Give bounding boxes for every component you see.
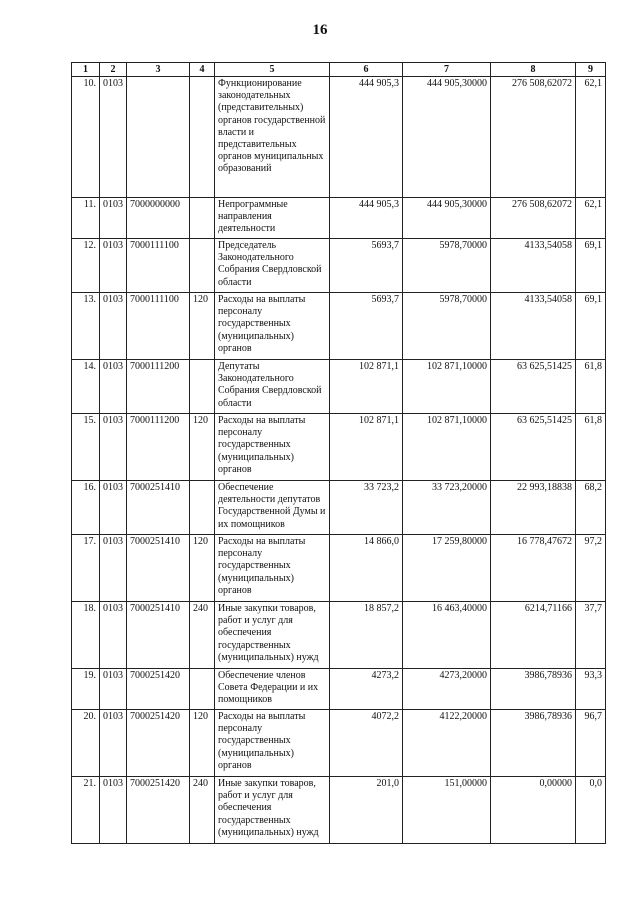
executed-amount: 0,00000 (491, 777, 576, 844)
execution-percent: 68,2 (576, 481, 606, 535)
header-cell: 2 (100, 63, 127, 77)
execution-percent: 69,1 (576, 293, 606, 360)
expense-type (190, 481, 215, 535)
expense-type (190, 198, 215, 239)
budget-table (71, 62, 606, 844)
plan-amount: 14 866,0 (330, 535, 403, 602)
executed-amount: 3986,78936 (491, 669, 576, 710)
executed-amount: 63 625,51425 (491, 414, 576, 481)
plan-amount: 102 871,1 (330, 360, 403, 414)
expense-type: 120 (190, 414, 215, 481)
revised-amount: 5978,70000 (403, 293, 491, 360)
target-code (127, 77, 190, 198)
table-row (72, 239, 606, 293)
execution-percent: 96,7 (576, 710, 606, 777)
item-name: Иные закупки товаров, работ и услуг для обеспечения государственных (муниципальных) нужд (215, 777, 330, 844)
expense-type: 240 (190, 602, 215, 669)
revised-amount: 102 871,10000 (403, 414, 491, 481)
row-number: 17. (72, 535, 100, 602)
revised-amount: 151,00000 (403, 777, 491, 844)
header-cell: 1 (72, 63, 100, 77)
expense-type: 120 (190, 293, 215, 360)
table-row (72, 669, 606, 710)
revised-amount: 4122,20000 (403, 710, 491, 777)
target-code: 7000251410 (127, 481, 190, 535)
revised-amount: 102 871,10000 (403, 360, 491, 414)
plan-amount: 102 871,1 (330, 414, 403, 481)
row-number: 16. (72, 481, 100, 535)
target-code: 7000251410 (127, 535, 190, 602)
execution-percent: 61,8 (576, 360, 606, 414)
expense-type (190, 77, 215, 198)
execution-percent: 0,0 (576, 777, 606, 844)
item-name: Расходы на выплаты персоналу государственных (муниципальных) органов (215, 535, 330, 602)
plan-amount: 4072,2 (330, 710, 403, 777)
expense-type: 120 (190, 535, 215, 602)
row-number: 12. (72, 239, 100, 293)
executed-amount: 276 508,62072 (491, 77, 576, 198)
target-code: 7000111100 (127, 293, 190, 360)
section-code: 0103 (100, 535, 127, 602)
target-code: 7000000000 (127, 198, 190, 239)
header-cell: 6 (330, 63, 403, 77)
execution-percent: 93,3 (576, 669, 606, 710)
header-cell: 7 (403, 63, 491, 77)
plan-amount: 201,0 (330, 777, 403, 844)
header-cell: 3 (127, 63, 190, 77)
section-code: 0103 (100, 198, 127, 239)
header-cell: 8 (491, 63, 576, 77)
header-cell: 5 (215, 63, 330, 77)
revised-amount: 17 259,80000 (403, 535, 491, 602)
item-name: Обеспечение деятельности депутатов Государственной Думы и их помощников (215, 481, 330, 535)
plan-amount: 18 857,2 (330, 602, 403, 669)
revised-amount: 5978,70000 (403, 239, 491, 293)
header-cell: 9 (576, 63, 606, 77)
execution-percent: 62,1 (576, 198, 606, 239)
execution-percent: 61,8 (576, 414, 606, 481)
table-row (72, 710, 606, 777)
section-code: 0103 (100, 293, 127, 360)
expense-type (190, 360, 215, 414)
executed-amount: 276 508,62072 (491, 198, 576, 239)
plan-amount: 444 905,3 (330, 198, 403, 239)
revised-amount: 33 723,20000 (403, 481, 491, 535)
target-code: 7000251410 (127, 602, 190, 669)
item-name: Расходы на выплаты персоналу государственных (муниципальных) органов (215, 710, 330, 777)
plan-amount: 444 905,3 (330, 77, 403, 198)
row-number: 20. (72, 710, 100, 777)
header-cell: 4 (190, 63, 215, 77)
row-number: 19. (72, 669, 100, 710)
table-row (72, 602, 606, 669)
section-code: 0103 (100, 669, 127, 710)
item-name: Депутаты Законодательного Собрания Свердловской области (215, 360, 330, 414)
expense-type: 120 (190, 710, 215, 777)
revised-amount: 444 905,30000 (403, 198, 491, 239)
section-code: 0103 (100, 777, 127, 844)
item-name: Функционирование законодательных (представительных) органов государственной власти и представительных органов муниципальных образований (215, 77, 330, 198)
plan-amount: 4273,2 (330, 669, 403, 710)
plan-amount: 5693,7 (330, 239, 403, 293)
item-name: Председатель Законодательного Собрания Свердловской области (215, 239, 330, 293)
item-name: Расходы на выплаты персоналу государственных (муниципальных) органов (215, 414, 330, 481)
expense-type: 240 (190, 777, 215, 844)
page-number: 16 (312, 22, 328, 38)
target-code: 7000251420 (127, 669, 190, 710)
executed-amount: 4133,54058 (491, 293, 576, 360)
executed-amount: 63 625,51425 (491, 360, 576, 414)
target-code: 7000251420 (127, 777, 190, 844)
table-row (72, 535, 606, 602)
row-number: 10. (72, 77, 100, 198)
section-code: 0103 (100, 602, 127, 669)
section-code: 0103 (100, 77, 127, 198)
executed-amount: 3986,78936 (491, 710, 576, 777)
revised-amount: 444 905,30000 (403, 77, 491, 198)
target-code: 7000111100 (127, 239, 190, 293)
table-header-row (72, 63, 606, 77)
row-number: 14. (72, 360, 100, 414)
plan-amount: 33 723,2 (330, 481, 403, 535)
executed-amount: 6214,71166 (491, 602, 576, 669)
section-code: 0103 (100, 360, 127, 414)
row-number: 21. (72, 777, 100, 844)
target-code: 7000111200 (127, 360, 190, 414)
row-number: 18. (72, 602, 100, 669)
revised-amount: 16 463,40000 (403, 602, 491, 669)
item-name: Обеспечение членов Совета Федерации и их помощников (215, 669, 330, 710)
table-row (72, 360, 606, 414)
item-name: Иные закупки товаров, работ и услуг для обеспечения государственных (муниципальных) нужд (215, 602, 330, 669)
revised-amount: 4273,20000 (403, 669, 491, 710)
item-name: Непрограммные направления деятельности (215, 198, 330, 239)
executed-amount: 16 778,47672 (491, 535, 576, 602)
section-code: 0103 (100, 414, 127, 481)
table-row (72, 77, 606, 198)
table-row (72, 414, 606, 481)
row-number: 11. (72, 198, 100, 239)
section-code: 0103 (100, 239, 127, 293)
item-name: Расходы на выплаты персоналу государственных (муниципальных) органов (215, 293, 330, 360)
target-code: 7000111200 (127, 414, 190, 481)
execution-percent: 62,1 (576, 77, 606, 198)
row-number: 13. (72, 293, 100, 360)
section-code: 0103 (100, 481, 127, 535)
row-number: 15. (72, 414, 100, 481)
table-row (72, 481, 606, 535)
target-code: 7000251420 (127, 710, 190, 777)
table-row (72, 777, 606, 844)
executed-amount: 22 993,18838 (491, 481, 576, 535)
table-row (72, 198, 606, 239)
section-code: 0103 (100, 710, 127, 777)
executed-amount: 4133,54058 (491, 239, 576, 293)
execution-percent: 97,2 (576, 535, 606, 602)
execution-percent: 37,7 (576, 602, 606, 669)
expense-type (190, 669, 215, 710)
execution-percent: 69,1 (576, 239, 606, 293)
expense-type (190, 239, 215, 293)
table-row (72, 293, 606, 360)
plan-amount: 5693,7 (330, 293, 403, 360)
